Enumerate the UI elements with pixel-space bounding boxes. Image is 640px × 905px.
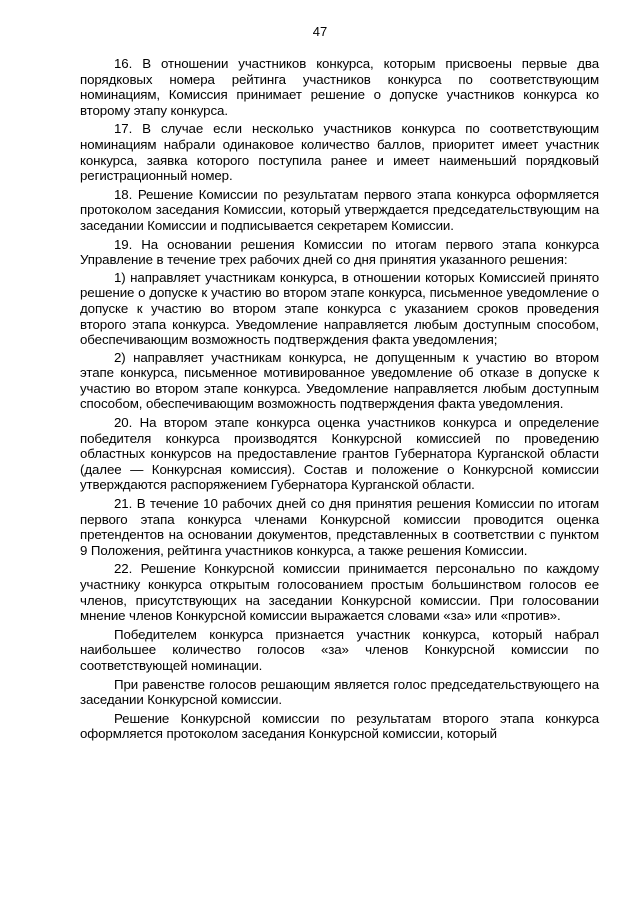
- paragraph-19-item-2: 2) направляет участникам конкурса, не допущенным к участию во втором этапе конкурса, письменное мотивированное уведомление об отказе в допуске к участию во втором этапе конкурса. Уведомление направляется любым доступным способом, обеспечивающим возможность подтверждения факта уведомления.: [80, 349, 599, 412]
- paragraph-tie: При равенстве голосов решающим является голос председательствующего на заседании Конкурсной комиссии.: [80, 676, 599, 708]
- paragraph-17: 17. В случае если несколько участников конкурса по соответствующим номинациям набрали одинаковое количество баллов, приоритет имеет участник конкурса, заявка которого поступила ранее и имеет наименьший порядковый регистрационный номер.: [80, 121, 599, 184]
- paragraph-19-item-1: 1) направляет участникам конкурса, в отношении которых Комиссией принято решение о допуске к участию во втором этапе конкурса, письменное уведомление о допуске к участию во втором этапе конкурса с указанием сроков проведения второго этапа конкурса. Уведомление направляется любым доступным способом, обеспечивающим возможность подтверждения факта уведомления;: [80, 269, 599, 348]
- document-body: [80, 56, 599, 745]
- paragraph-21: 21. В течение 10 рабочих дней со дня принятия решения Комиссии по итогам первого этапа конкурса членами Конкурсной комиссии проводится оценка претендентов на основании документов, представленных в соответствии с пунктом 9 Положения, рейтинга участников конкурса, а также решения Комиссии.: [80, 496, 599, 558]
- paragraph-20: 20. На втором этапе конкурса оценка участников конкурса и определение победителя конкурса производятся Конкурсной комиссией по проведению областных конкурсов на предоставление грантов Губернатора Курганской области (далее — Конкурсная комиссия). Состав и положение о Конкурсной комиссии утверждаются распоряжением Губернатора Курганской области.: [80, 415, 599, 493]
- paragraph-16: 16. В отношении участников конкурса, которым присвоены первые два порядковых номера рейтинга участников конкурса по соответствующим номинациям, Комиссия принимает решение о допуске участников конкурса ко второму этапу конкурса.: [80, 56, 599, 118]
- paragraph-18: 18. Решение Комиссии по результатам первого этапа конкурса оформляется протоколом заседания Комиссии, который утверждается председательствующим на заседании Комиссии и подписывается секретарем Комиссии.: [80, 186, 599, 233]
- paragraph-winner: Победителем конкурса признается участник конкурса, который набрал наибольшее количество голосов «за» членов Конкурсной комиссии по соответствующей номинации.: [80, 626, 599, 673]
- paragraph-decision: Решение Конкурсной комиссии по результатам второго этапа конкурса оформляется протоколом заседания Конкурсной комиссии, который: [80, 710, 599, 742]
- page-number: 47: [312, 24, 328, 39]
- paragraph-19: 19. На основании решения Комиссии по итогам первого этапа конкурса Управление в течение трех рабочих дней со дня принятия указанного решения:: [80, 236, 599, 268]
- paragraph-22: 22. Решение Конкурсной комиссии принимается персонально по каждому участнику конкурса открытым голосованием простым большинством голосов ее членов, присутствующих на заседании Конкурсной комиссии. При голосовании мнение членов Конкурсной комиссии выражается словами «за» или «против».: [80, 561, 599, 624]
